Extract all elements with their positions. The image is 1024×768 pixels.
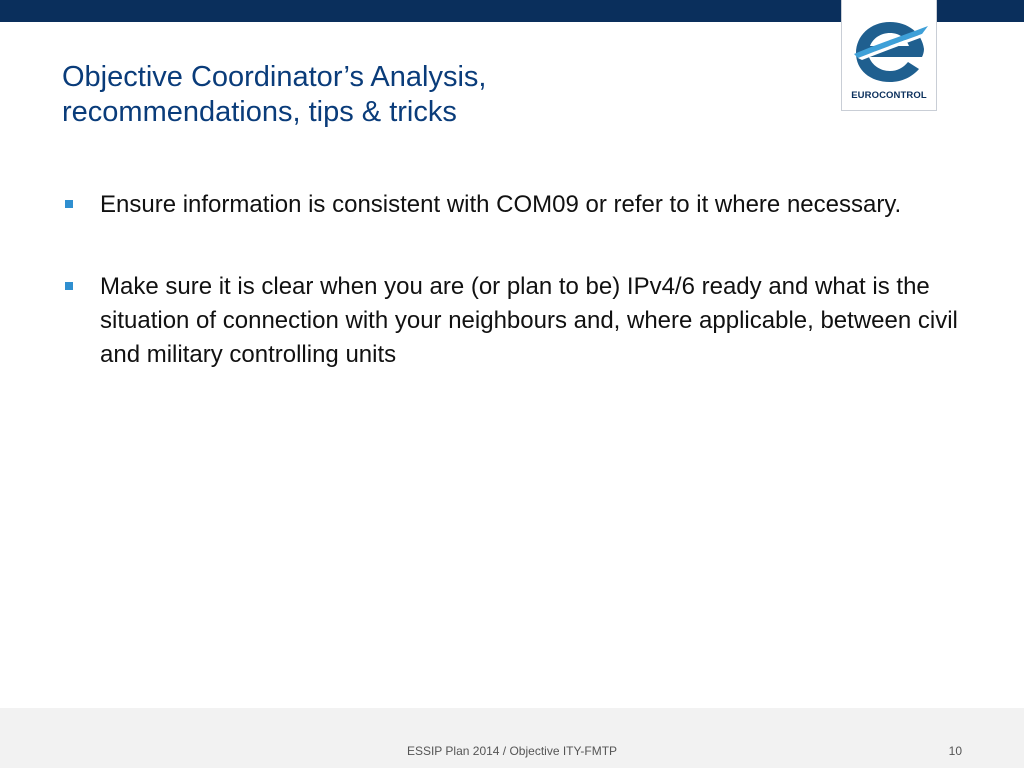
- footer-bar: [0, 708, 1024, 768]
- bullet-text: Ensure information is consistent with COM09 or refer to it where necessary.: [100, 191, 902, 218]
- list-item: [62, 188, 962, 222]
- square-bullet-icon: [65, 282, 73, 290]
- bullet-text: Make sure it is clear when you are (or plan to be) IPv4/6 ready and what is the situation of connection with your neighbours and, where applicable, between civil and military controlling units: [100, 273, 958, 368]
- page-number: 10: [948, 744, 962, 758]
- list-item: [62, 270, 962, 372]
- eurocontrol-logo: [841, 0, 937, 111]
- square-bullet-icon: [65, 200, 73, 208]
- footer-caption: ESSIP Plan 2014 / Objective ITY-FMTP: [406, 744, 618, 758]
- bullet-list: [62, 188, 962, 420]
- title-line-1: Objective Coordinator’s Analysis,: [62, 61, 487, 93]
- slide-title: [62, 60, 822, 130]
- title-line-2: recommendations, tips & tricks: [62, 96, 457, 128]
- eurocontrol-logo-icon: [850, 16, 930, 88]
- logo-wordmark: EUROCONTROL: [851, 90, 927, 101]
